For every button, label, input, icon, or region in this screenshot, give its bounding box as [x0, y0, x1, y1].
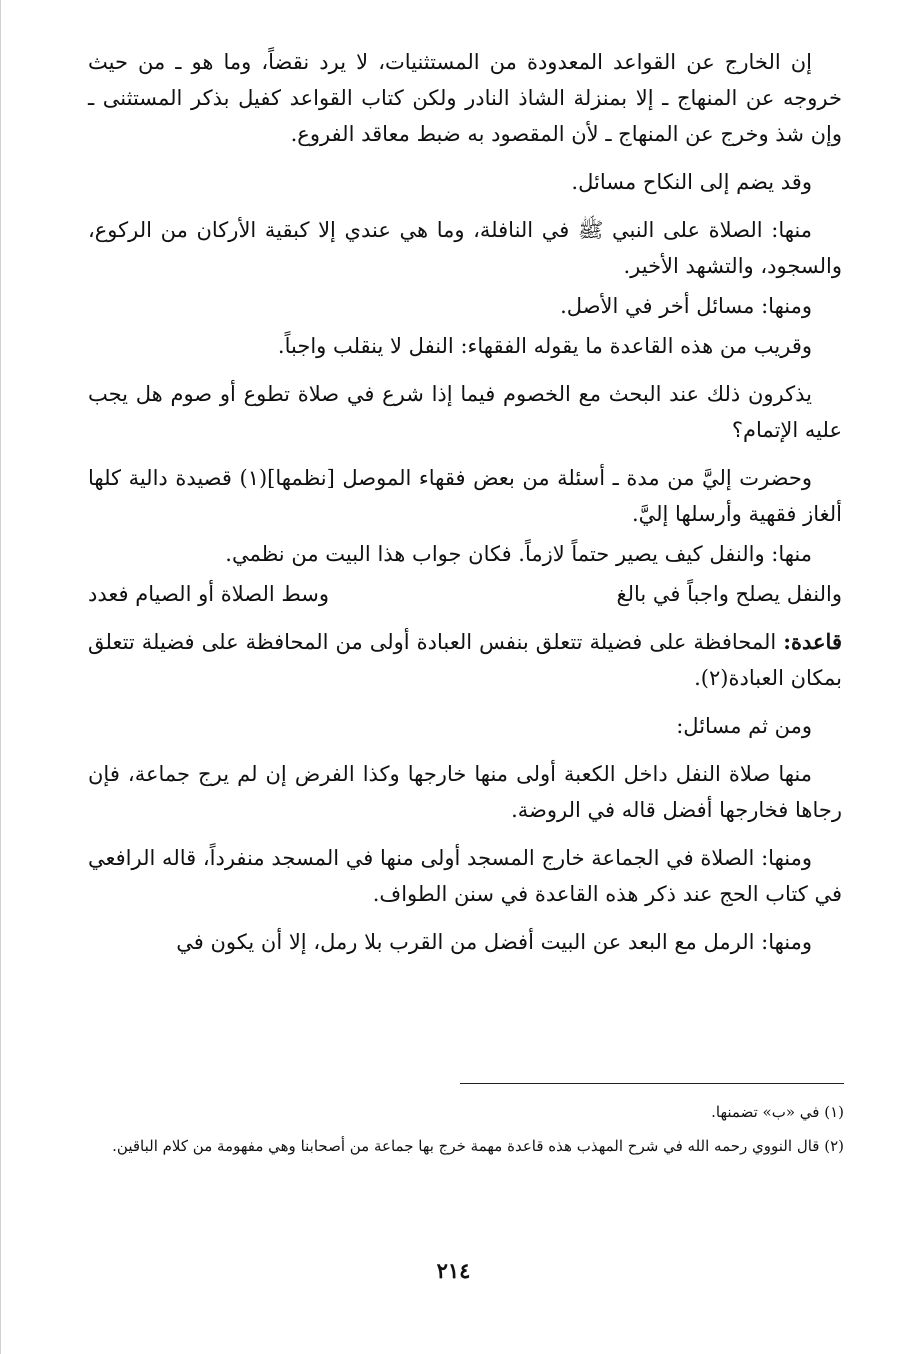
footnote-separator	[460, 1083, 844, 1084]
rule-label: قاعدة:	[783, 629, 842, 654]
rule-paragraph	[88, 624, 842, 696]
paragraph-congregation: ومنها: الصلاة في الجماعة خارج المسجد أولى منها في المسجد منفرداً، قاله الرافعي في كتاب الحج عند ذكر هذه القاعدة في سنن الطواف.	[88, 846, 842, 906]
paragraph-poem-question: منها: والنفل كيف يصير حتماً لازماً. فكان جواب هذا البيت من نظمي.	[225, 542, 812, 566]
paragraph-kaaba-prayer: منها صلاة النفل داخل الكعبة أولى منها خارجها وكذا الفرض إن لم يرج جماعة، فإن رجاها فخارجها أفضل قاله في الروضة.	[88, 762, 842, 822]
poem-verse	[88, 576, 842, 612]
scan-edge-line	[0, 0, 1, 1354]
verse-first-hemistich: والنفل يصلح واجباً في بالغ	[616, 582, 842, 606]
paragraph-prayer-on-prophet: منها: الصلاة على النبي ﷺ في النافلة، وما هي عندي إلا كبقية الأركان من الركوع، والسجود، والتشهد الأخير.	[88, 218, 842, 278]
paragraph-nafl-not-obligatory: وقريب من هذه القاعدة ما يقوله الفقهاء: النفل لا ينقلب واجباً.	[277, 334, 812, 358]
paragraph-completion-question: يذكرون ذلك عند البحث مع الخصوم فيما إذا شرع في صلاة تطوع أو صوم هل يجب عليه الإتمام؟	[88, 382, 842, 442]
footnote-2: (٢) قال النووي رحمه الله في شرح المهذب هذه قاعدة مهمة خرج بها جماعة من أصحابنا وهي مفهومة من كلام الباقين.	[112, 1137, 844, 1155]
paragraph-other-issues: ومنها: مسائل أخر في الأصل.	[560, 294, 812, 318]
footnote-1: (١) في «ب» تضمنها.	[711, 1103, 844, 1121]
page-number: ٢١٤	[436, 1258, 471, 1283]
verse-second-hemistich: وسط الصلاة أو الصيام فعدد	[88, 582, 330, 606]
paragraph-exceptions: إن الخارج عن القواعد المعدودة من المستثنيات، لا يرد نقضاً، وما هو ـ من حيث خروجه عن المنهاج ـ إلا بمنزلة الشاذ النادر ولكن كتاب القواعد كفيل بذكر المستثنى ـ وإن شذ وخرج عن المنهاج ـ لأن المقصود به ضبط معاقد الفروع.	[88, 50, 842, 146]
main-text	[88, 44, 842, 972]
rule-text: المحافظة على فضيلة تتعلق بنفس العبادة أولى من المحافظة على فضيلة تتعلق بمكان العبادة(٢).	[88, 630, 842, 690]
paragraph-nikah-issues: وقد يضم إلى النكاح مسائل.	[571, 170, 812, 194]
footnotes	[88, 1098, 844, 1166]
paragraph-mosul-poem: وحضرت إليَّ من مدة ـ أسئلة من بعض فقهاء الموصل [نظمها](١) قصيدة دالية كلها ألغاز فقهية وأرسلها إليَّ.	[88, 466, 842, 526]
paragraph-issues-heading: ومن ثم مسائل:	[676, 714, 812, 738]
paragraph-ramal: ومنها: الرمل مع البعد عن البيت أفضل من القرب بلا رمل، إلا أن يكون في	[176, 930, 812, 954]
